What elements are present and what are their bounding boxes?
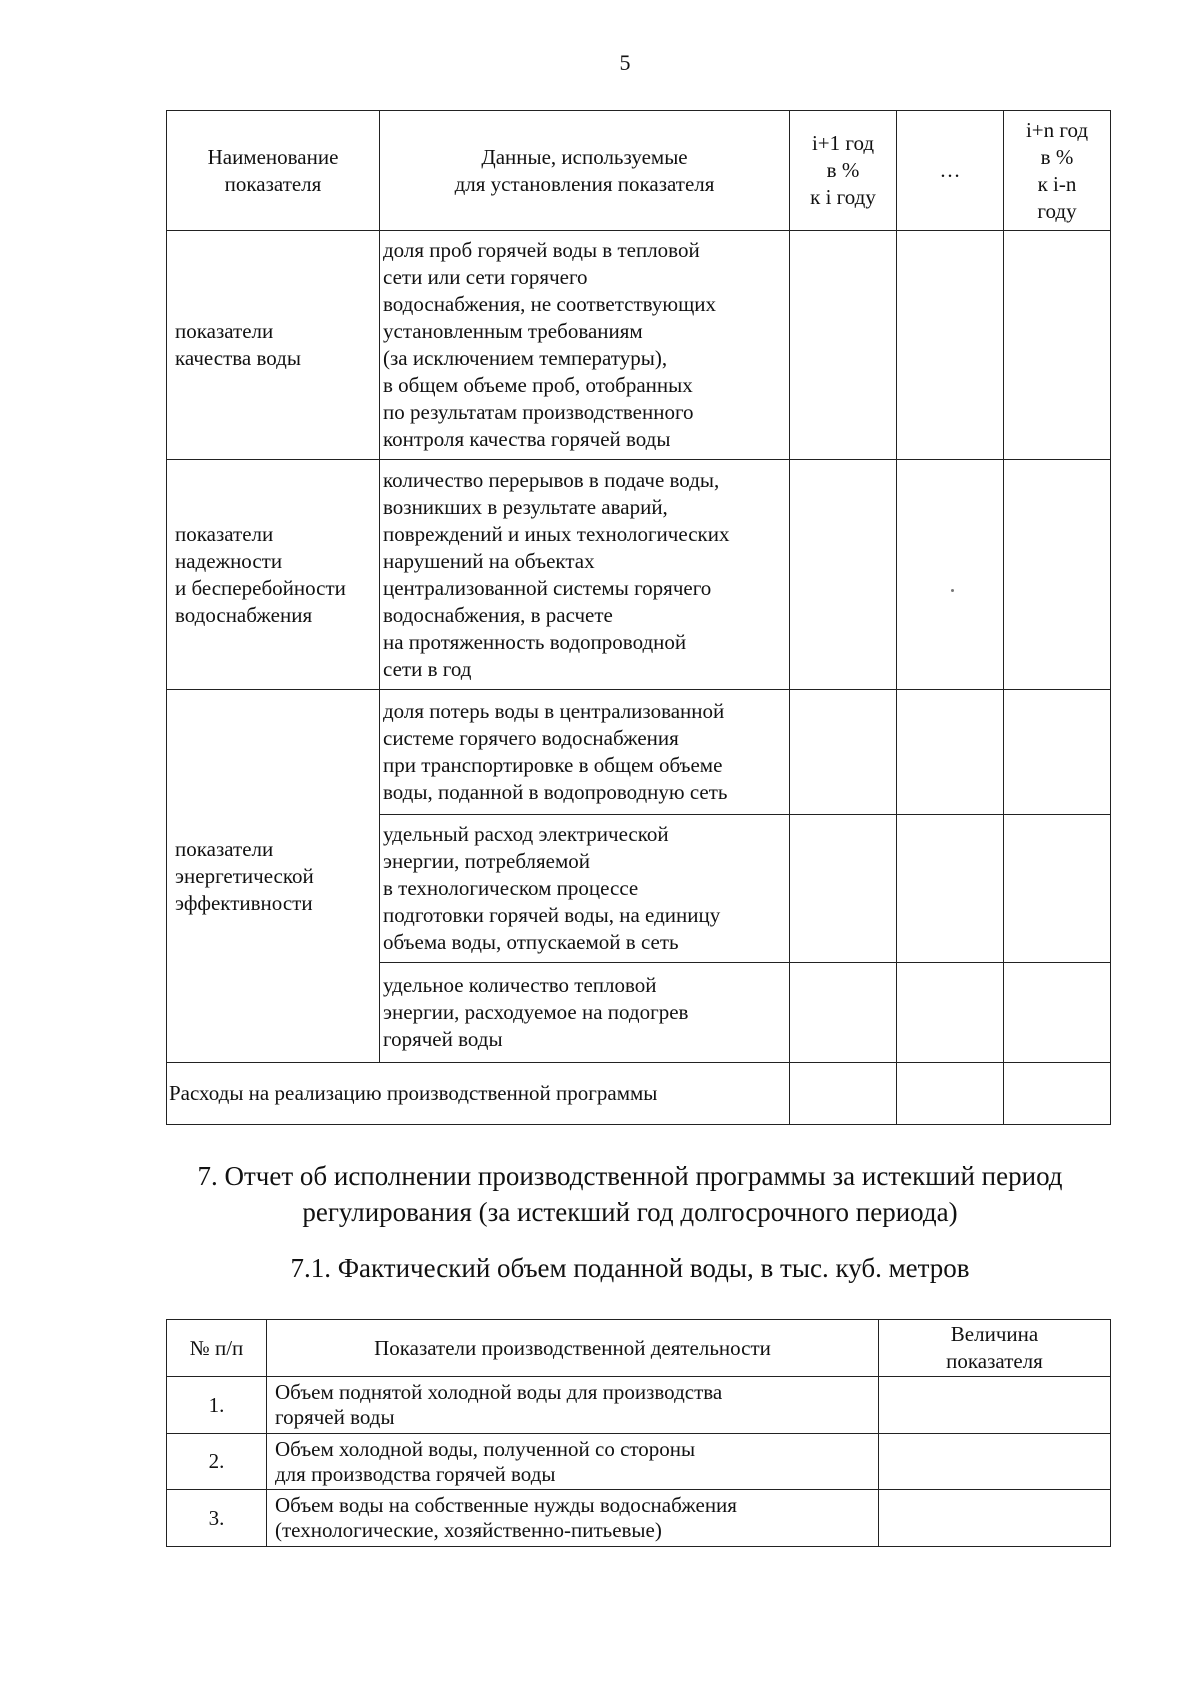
table-row: [167, 690, 1111, 815]
value-cell: [897, 815, 1004, 963]
section-7-title-line2: регулирования (за истекший год долгосрочного периода): [302, 1197, 958, 1227]
value-cell: [897, 963, 1004, 1063]
section-7-heading: [0, 1158, 1200, 1230]
group-name-reliability: показатели надежности и бесперебойности водоснабжения: [167, 460, 380, 690]
row-value: [879, 1377, 1111, 1434]
value-cell: [1004, 231, 1111, 460]
data-cell: доля потерь воды в централизованной системе горячего водоснабжения при транспортировке в общем объеме воды, поданной в водопроводную сеть: [380, 690, 790, 815]
table-row: [167, 1490, 1111, 1547]
data-cell: удельное количество тепловой энергии, расходуемое на подогрев горячей воды: [380, 963, 790, 1063]
page-number: 5: [619, 50, 631, 75]
water-volume-table-header-row: [167, 1320, 1111, 1377]
group-name-energy-efficiency: показатели энергетической эффективности: [167, 690, 380, 1063]
table-row: [167, 460, 1111, 690]
value-cell: [790, 963, 897, 1063]
data-cell: количество перерывов в подаче воды, возникших в результате аварий, повреждений и иных технологических нарушений на объектах централизованной системы горячего водоснабжения, в расчете на протяженность водопроводной сети в год: [380, 460, 790, 690]
value-cell: [1004, 690, 1111, 815]
value-cell: [790, 460, 897, 690]
value-cell: [1004, 815, 1111, 963]
header-indicator-name: Наименование показателя: [167, 111, 380, 231]
indicators-table-header-row: [167, 111, 1111, 231]
table-row: [167, 1377, 1111, 1434]
value-cell: [1004, 1063, 1111, 1125]
header-ellipsis: …: [897, 111, 1004, 231]
value-cell: [790, 815, 897, 963]
water-volume-table: [166, 1319, 1111, 1547]
header-year-i1: i+1 год в % к i году: [790, 111, 897, 231]
total-row-label: Расходы на реализацию производственной программы: [167, 1063, 790, 1125]
data-cell: доля проб горячей воды в тепловой сети или сети горячего водоснабжения, не соответствующих установленным требованиям (за исключением температуры), в общем объеме проб, отобранных по результатам производственного контроля качества горячей воды: [380, 231, 790, 460]
value-cell: [1004, 963, 1111, 1063]
table-row: [167, 231, 1111, 460]
header-number: № п/п: [167, 1320, 267, 1377]
header-value: Величина показателя: [879, 1320, 1111, 1377]
table-row: [167, 1434, 1111, 1490]
value-cell: [897, 460, 1004, 690]
row-number: 3.: [167, 1490, 267, 1547]
section-7-1-heading: 7.1. Фактический объем поданной воды, в тыс. куб. метров: [290, 1253, 970, 1283]
row-indicator: Объем поднятой холодной воды для производства горячей воды: [267, 1377, 879, 1434]
value-cell: [790, 231, 897, 460]
value-cell: [790, 1063, 897, 1125]
value-cell: [790, 690, 897, 815]
row-value: [879, 1434, 1111, 1490]
group-name-water-quality: показатели качества воды: [167, 231, 380, 460]
header-indicators: Показатели производственной деятельности: [267, 1320, 879, 1377]
row-indicator: Объем холодной воды, полученной со стороны для производства горячей воды: [267, 1434, 879, 1490]
section-7-title-line1: 7. Отчет об исполнении производственной программы за истекший период: [197, 1161, 1063, 1191]
scan-speck: [951, 589, 954, 592]
total-row: [167, 1063, 1111, 1125]
row-value: [879, 1490, 1111, 1547]
row-number: 2.: [167, 1434, 267, 1490]
row-number: 1.: [167, 1377, 267, 1434]
value-cell: [897, 231, 1004, 460]
value-cell: [897, 1063, 1004, 1125]
data-cell: удельный расход электрической энергии, потребляемой в технологическом процессе подготовки горячей воды, на единицу объема воды, отпускаемой в сеть: [380, 815, 790, 963]
row-indicator: Объем воды на собственные нужды водоснабжения (технологические, хозяйственно-питьевые): [267, 1490, 879, 1547]
header-data-used: Данные, используемые для установления показателя: [380, 111, 790, 231]
indicators-table: [166, 110, 1111, 1125]
value-cell: [897, 690, 1004, 815]
header-year-in: i+n год в % к i-n году: [1004, 111, 1111, 231]
value-cell: [1004, 460, 1111, 690]
